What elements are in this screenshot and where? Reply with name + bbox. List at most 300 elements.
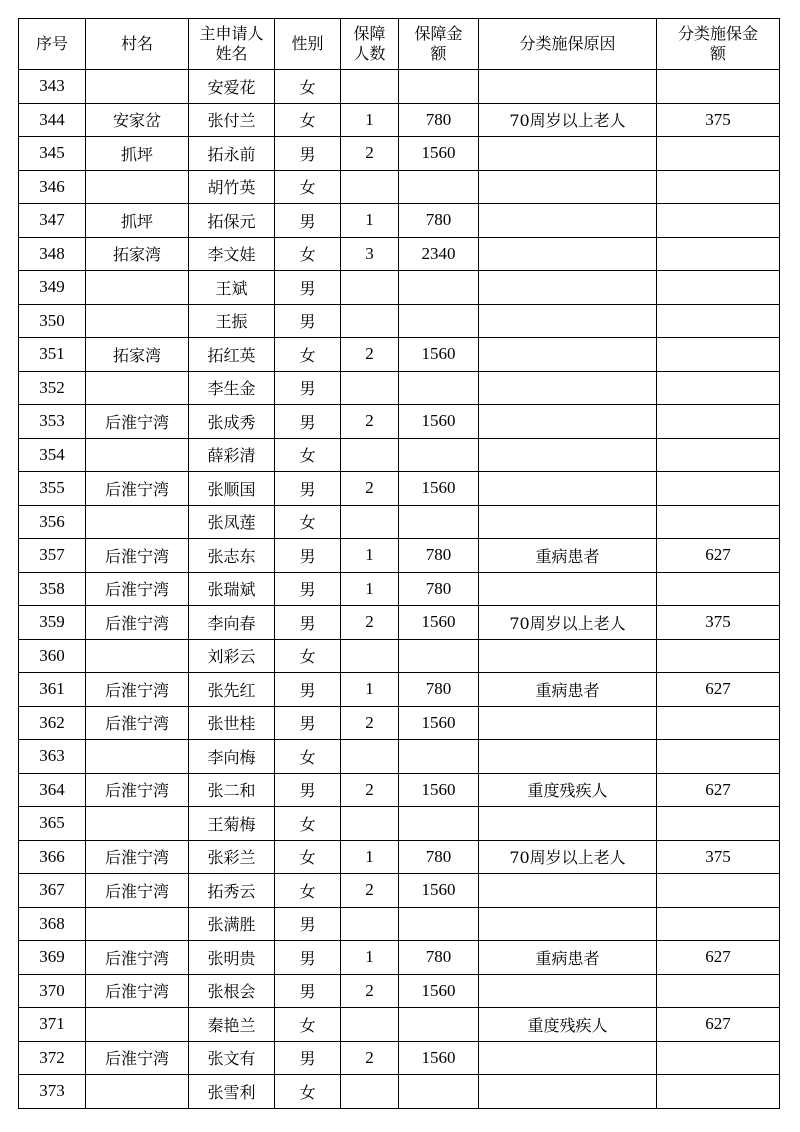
cell-village: 后淮宁湾: [86, 539, 189, 573]
cell-count: [341, 170, 399, 204]
cell-reason: [479, 472, 657, 506]
cell-village: [86, 70, 189, 104]
cell-village: 后淮宁湾: [86, 874, 189, 908]
header-gender: [275, 19, 341, 70]
table-body: [19, 70, 780, 1109]
cell-gender: 男: [275, 606, 341, 640]
cell-village: [86, 271, 189, 305]
cell-name: 张成秀: [189, 405, 275, 439]
cell-reason: [479, 271, 657, 305]
cell-gender: 女: [275, 505, 341, 539]
cell-name: 张彩兰: [189, 840, 275, 874]
cell-class-amount: [657, 170, 780, 204]
table-row: [19, 639, 780, 673]
cell-gender: 男: [275, 941, 341, 975]
cell-gender: 男: [275, 1041, 341, 1075]
cell-reason: [479, 338, 657, 372]
cell-seq: 358: [19, 572, 86, 606]
table-header: [19, 19, 780, 70]
cell-class-amount: 375: [657, 103, 780, 137]
cell-reason: [479, 438, 657, 472]
header-reason: [479, 19, 657, 70]
cell-amount: 780: [399, 204, 479, 238]
cell-name: 刘彩云: [189, 639, 275, 673]
cell-name: 王振: [189, 304, 275, 338]
cell-reason: 重度残疾人: [479, 773, 657, 807]
cell-count: 2: [341, 137, 399, 171]
cell-count: [341, 505, 399, 539]
table-row: [19, 438, 780, 472]
cell-reason: [479, 974, 657, 1008]
header-seq: [19, 19, 86, 70]
cell-village: [86, 1008, 189, 1042]
cell-name: 张志东: [189, 539, 275, 573]
cell-amount: 1560: [399, 706, 479, 740]
cell-class-amount: [657, 907, 780, 941]
cell-reason: [479, 807, 657, 841]
welfare-table: [18, 18, 780, 1109]
cell-amount: [399, 70, 479, 104]
cell-village: 拓家湾: [86, 338, 189, 372]
cell-gender: 女: [275, 70, 341, 104]
cell-seq: 350: [19, 304, 86, 338]
cell-count: [341, 740, 399, 774]
cell-class-amount: [657, 974, 780, 1008]
cell-count: 1: [341, 539, 399, 573]
cell-count: 1: [341, 673, 399, 707]
table-row: [19, 773, 780, 807]
cell-seq: 367: [19, 874, 86, 908]
cell-amount: 1560: [399, 874, 479, 908]
header-applicant-line1: 主申请人: [199, 24, 264, 43]
header-amount: [399, 19, 479, 70]
cell-class-amount: [657, 472, 780, 506]
cell-village: [86, 807, 189, 841]
cell-seq: 351: [19, 338, 86, 372]
cell-name: 张世桂: [189, 706, 275, 740]
cell-gender: 男: [275, 137, 341, 171]
cell-amount: 1560: [399, 1041, 479, 1075]
cell-village: [86, 639, 189, 673]
cell-seq: 356: [19, 505, 86, 539]
cell-name: 秦艳兰: [189, 1008, 275, 1042]
cell-count: [341, 639, 399, 673]
cell-amount: [399, 1008, 479, 1042]
cell-gender: 女: [275, 807, 341, 841]
cell-count: [341, 1075, 399, 1109]
cell-name: 李生金: [189, 371, 275, 405]
cell-gender: 女: [275, 639, 341, 673]
cell-seq: 366: [19, 840, 86, 874]
cell-seq: 372: [19, 1041, 86, 1075]
cell-seq: 346: [19, 170, 86, 204]
cell-amount: 1560: [399, 338, 479, 372]
cell-amount: 780: [399, 941, 479, 975]
cell-count: [341, 271, 399, 305]
cell-class-amount: [657, 438, 780, 472]
header-village-text: 村名: [120, 34, 153, 53]
cell-amount: [399, 438, 479, 472]
cell-reason: [479, 304, 657, 338]
cell-village: [86, 505, 189, 539]
cell-class-amount: 627: [657, 941, 780, 975]
cell-amount: [399, 907, 479, 941]
cell-village: [86, 170, 189, 204]
cell-gender: 女: [275, 1008, 341, 1042]
cell-amount: [399, 170, 479, 204]
cell-class-amount: [657, 807, 780, 841]
cell-reason: [479, 1075, 657, 1109]
header-class-amount: [657, 19, 780, 70]
cell-seq: 347: [19, 204, 86, 238]
cell-class-amount: [657, 706, 780, 740]
cell-class-amount: [657, 740, 780, 774]
cell-seq: 373: [19, 1075, 86, 1109]
cell-class-amount: 627: [657, 673, 780, 707]
table-row: [19, 807, 780, 841]
cell-reason: [479, 740, 657, 774]
table-row: [19, 405, 780, 439]
cell-village: 后淮宁湾: [86, 974, 189, 1008]
cell-count: [341, 907, 399, 941]
header-gender-text: 性别: [291, 34, 324, 53]
cell-amount: [399, 304, 479, 338]
cell-name: 薛彩清: [189, 438, 275, 472]
cell-class-amount: [657, 874, 780, 908]
cell-reason: 重病患者: [479, 673, 657, 707]
cell-reason: [479, 170, 657, 204]
cell-name: 拓保元: [189, 204, 275, 238]
cell-name: 拓永前: [189, 137, 275, 171]
cell-seq: 354: [19, 438, 86, 472]
cell-village: 后淮宁湾: [86, 673, 189, 707]
cell-gender: 男: [275, 472, 341, 506]
cell-count: 2: [341, 1041, 399, 1075]
cell-name: 李向春: [189, 606, 275, 640]
cell-count: [341, 1008, 399, 1042]
cell-reason: 70周岁以上老人: [479, 103, 657, 137]
cell-name: 拓红英: [189, 338, 275, 372]
cell-name: 张根会: [189, 974, 275, 1008]
cell-amount: 780: [399, 103, 479, 137]
cell-reason: [479, 237, 657, 271]
cell-reason: [479, 907, 657, 941]
cell-reason: 70周岁以上老人: [479, 840, 657, 874]
cell-class-amount: [657, 70, 780, 104]
cell-class-amount: 627: [657, 539, 780, 573]
table-row: [19, 137, 780, 171]
cell-amount: 1560: [399, 974, 479, 1008]
cell-count: [341, 70, 399, 104]
cell-name: 胡竹英: [189, 170, 275, 204]
cell-count: [341, 304, 399, 338]
cell-class-amount: [657, 405, 780, 439]
table-row: [19, 505, 780, 539]
table-row: [19, 673, 780, 707]
cell-village: 后淮宁湾: [86, 773, 189, 807]
cell-class-amount: 375: [657, 840, 780, 874]
cell-gender: 男: [275, 572, 341, 606]
cell-gender: 男: [275, 673, 341, 707]
cell-seq: 360: [19, 639, 86, 673]
cell-seq: 370: [19, 974, 86, 1008]
cell-reason: [479, 572, 657, 606]
cell-reason: [479, 70, 657, 104]
cell-count: 3: [341, 237, 399, 271]
header-class-amount-line1: 分类施保金: [677, 24, 758, 43]
cell-seq: 349: [19, 271, 86, 305]
cell-count: 2: [341, 874, 399, 908]
cell-village: 安家岔: [86, 103, 189, 137]
cell-gender: 男: [275, 204, 341, 238]
table-row: [19, 874, 780, 908]
cell-name: 王斌: [189, 271, 275, 305]
cell-class-amount: [657, 237, 780, 271]
table-row: [19, 840, 780, 874]
cell-amount: 780: [399, 539, 479, 573]
cell-seq: 353: [19, 405, 86, 439]
cell-name: 张付兰: [189, 103, 275, 137]
cell-amount: 1560: [399, 606, 479, 640]
cell-class-amount: [657, 137, 780, 171]
cell-village: [86, 740, 189, 774]
cell-count: [341, 438, 399, 472]
cell-village: 后淮宁湾: [86, 706, 189, 740]
cell-count: 2: [341, 405, 399, 439]
cell-name: 王菊梅: [189, 807, 275, 841]
cell-gender: 女: [275, 740, 341, 774]
cell-count: 2: [341, 338, 399, 372]
cell-name: 拓秀云: [189, 874, 275, 908]
table-row: [19, 740, 780, 774]
cell-name: 李文娃: [189, 237, 275, 271]
header-reason-text: 分类施保原因: [519, 34, 616, 53]
cell-reason: 重度残疾人: [479, 1008, 657, 1042]
cell-gender: 男: [275, 304, 341, 338]
header-row: [19, 19, 780, 70]
cell-reason: [479, 405, 657, 439]
cell-amount: 780: [399, 840, 479, 874]
cell-seq: 359: [19, 606, 86, 640]
table-row: [19, 204, 780, 238]
table-row: [19, 271, 780, 305]
cell-village: 后淮宁湾: [86, 572, 189, 606]
cell-name: 张文有: [189, 1041, 275, 1075]
table-row: [19, 974, 780, 1008]
cell-class-amount: [657, 304, 780, 338]
cell-count: 1: [341, 103, 399, 137]
cell-gender: 男: [275, 405, 341, 439]
cell-reason: 重病患者: [479, 941, 657, 975]
cell-amount: [399, 807, 479, 841]
cell-gender: 男: [275, 371, 341, 405]
cell-count: 2: [341, 773, 399, 807]
cell-seq: 364: [19, 773, 86, 807]
table-row: [19, 539, 780, 573]
cell-name: 张顺国: [189, 472, 275, 506]
table-row: [19, 1008, 780, 1042]
cell-seq: 368: [19, 907, 86, 941]
cell-amount: [399, 740, 479, 774]
cell-count: [341, 371, 399, 405]
cell-seq: 355: [19, 472, 86, 506]
cell-class-amount: [657, 639, 780, 673]
cell-village: [86, 438, 189, 472]
cell-village: 抓坪: [86, 204, 189, 238]
cell-amount: 2340: [399, 237, 479, 271]
cell-name: 李向梅: [189, 740, 275, 774]
cell-amount: 780: [399, 572, 479, 606]
cell-village: [86, 304, 189, 338]
cell-village: 后淮宁湾: [86, 606, 189, 640]
cell-name: 张雪利: [189, 1075, 275, 1109]
cell-count: 2: [341, 472, 399, 506]
cell-gender: 女: [275, 170, 341, 204]
cell-village: 抓坪: [86, 137, 189, 171]
cell-class-amount: 627: [657, 773, 780, 807]
cell-count: 1: [341, 840, 399, 874]
header-seq-text: 序号: [35, 34, 68, 53]
table-row: [19, 304, 780, 338]
cell-count: 2: [341, 606, 399, 640]
cell-class-amount: [657, 338, 780, 372]
cell-amount: [399, 505, 479, 539]
cell-amount: 1560: [399, 137, 479, 171]
cell-reason: 70周岁以上老人: [479, 606, 657, 640]
cell-count: 1: [341, 572, 399, 606]
header-class-amount-line2: 额: [709, 44, 726, 63]
table-row: [19, 706, 780, 740]
cell-seq: 357: [19, 539, 86, 573]
table-row: [19, 338, 780, 372]
table-row: [19, 606, 780, 640]
cell-count: 2: [341, 706, 399, 740]
cell-gender: 女: [275, 840, 341, 874]
cell-amount: [399, 271, 479, 305]
cell-count: [341, 807, 399, 841]
cell-gender: 女: [275, 438, 341, 472]
cell-class-amount: 627: [657, 1008, 780, 1042]
cell-name: 张满胜: [189, 907, 275, 941]
cell-village: 后淮宁湾: [86, 840, 189, 874]
cell-seq: 369: [19, 941, 86, 975]
cell-class-amount: 375: [657, 606, 780, 640]
cell-class-amount: [657, 572, 780, 606]
cell-class-amount: [657, 1041, 780, 1075]
cell-reason: [479, 204, 657, 238]
cell-reason: [479, 1041, 657, 1075]
cell-gender: 女: [275, 874, 341, 908]
cell-gender: 女: [275, 338, 341, 372]
cell-village: [86, 907, 189, 941]
cell-class-amount: [657, 1075, 780, 1109]
header-amount-line1: 保障金: [414, 24, 463, 43]
cell-name: 张先红: [189, 673, 275, 707]
cell-name: 张凤莲: [189, 505, 275, 539]
cell-seq: 363: [19, 740, 86, 774]
cell-seq: 371: [19, 1008, 86, 1042]
header-amount-line2: 额: [430, 44, 447, 63]
cell-reason: [479, 874, 657, 908]
table-row: [19, 103, 780, 137]
cell-reason: [479, 371, 657, 405]
cell-gender: 女: [275, 103, 341, 137]
cell-count: 2: [341, 974, 399, 1008]
cell-gender: 女: [275, 237, 341, 271]
table-row: [19, 371, 780, 405]
header-applicant: [189, 19, 275, 70]
cell-reason: [479, 137, 657, 171]
table-row: [19, 572, 780, 606]
header-count-line2: 人数: [353, 44, 386, 63]
cell-name: 张明贵: [189, 941, 275, 975]
cell-village: 后淮宁湾: [86, 941, 189, 975]
cell-gender: 男: [275, 907, 341, 941]
cell-reason: [479, 706, 657, 740]
cell-amount: 1560: [399, 773, 479, 807]
table-row: [19, 237, 780, 271]
cell-seq: 365: [19, 807, 86, 841]
table-row: [19, 1075, 780, 1109]
cell-amount: 1560: [399, 472, 479, 506]
cell-seq: 348: [19, 237, 86, 271]
cell-amount: [399, 1075, 479, 1109]
cell-village: [86, 1075, 189, 1109]
cell-class-amount: [657, 371, 780, 405]
cell-gender: 男: [275, 974, 341, 1008]
cell-gender: 男: [275, 271, 341, 305]
cell-gender: 男: [275, 773, 341, 807]
cell-class-amount: [657, 271, 780, 305]
cell-reason: [479, 505, 657, 539]
header-count-line1: 保障: [353, 24, 386, 43]
cell-village: 拓家湾: [86, 237, 189, 271]
cell-seq: 344: [19, 103, 86, 137]
cell-count: 1: [341, 204, 399, 238]
header-count: [341, 19, 399, 70]
table-row: [19, 472, 780, 506]
table-row: [19, 907, 780, 941]
cell-seq: 361: [19, 673, 86, 707]
cell-seq: 345: [19, 137, 86, 171]
table-row: [19, 941, 780, 975]
cell-class-amount: [657, 204, 780, 238]
cell-name: 安爱花: [189, 70, 275, 104]
header-applicant-line2: 姓名: [215, 44, 248, 63]
cell-village: [86, 371, 189, 405]
cell-amount: 1560: [399, 405, 479, 439]
cell-reason: 重病患者: [479, 539, 657, 573]
cell-class-amount: [657, 505, 780, 539]
cell-seq: 343: [19, 70, 86, 104]
cell-village: 后淮宁湾: [86, 1041, 189, 1075]
cell-name: 张二和: [189, 773, 275, 807]
cell-amount: 780: [399, 673, 479, 707]
table-row: [19, 170, 780, 204]
cell-gender: 男: [275, 706, 341, 740]
table-row: [19, 70, 780, 104]
cell-village: 后淮宁湾: [86, 405, 189, 439]
cell-seq: 362: [19, 706, 86, 740]
cell-gender: 女: [275, 1075, 341, 1109]
table-row: [19, 1041, 780, 1075]
cell-gender: 男: [275, 539, 341, 573]
cell-count: 1: [341, 941, 399, 975]
header-village: [86, 19, 189, 70]
cell-name: 张瑞斌: [189, 572, 275, 606]
cell-reason: [479, 639, 657, 673]
cell-village: 后淮宁湾: [86, 472, 189, 506]
